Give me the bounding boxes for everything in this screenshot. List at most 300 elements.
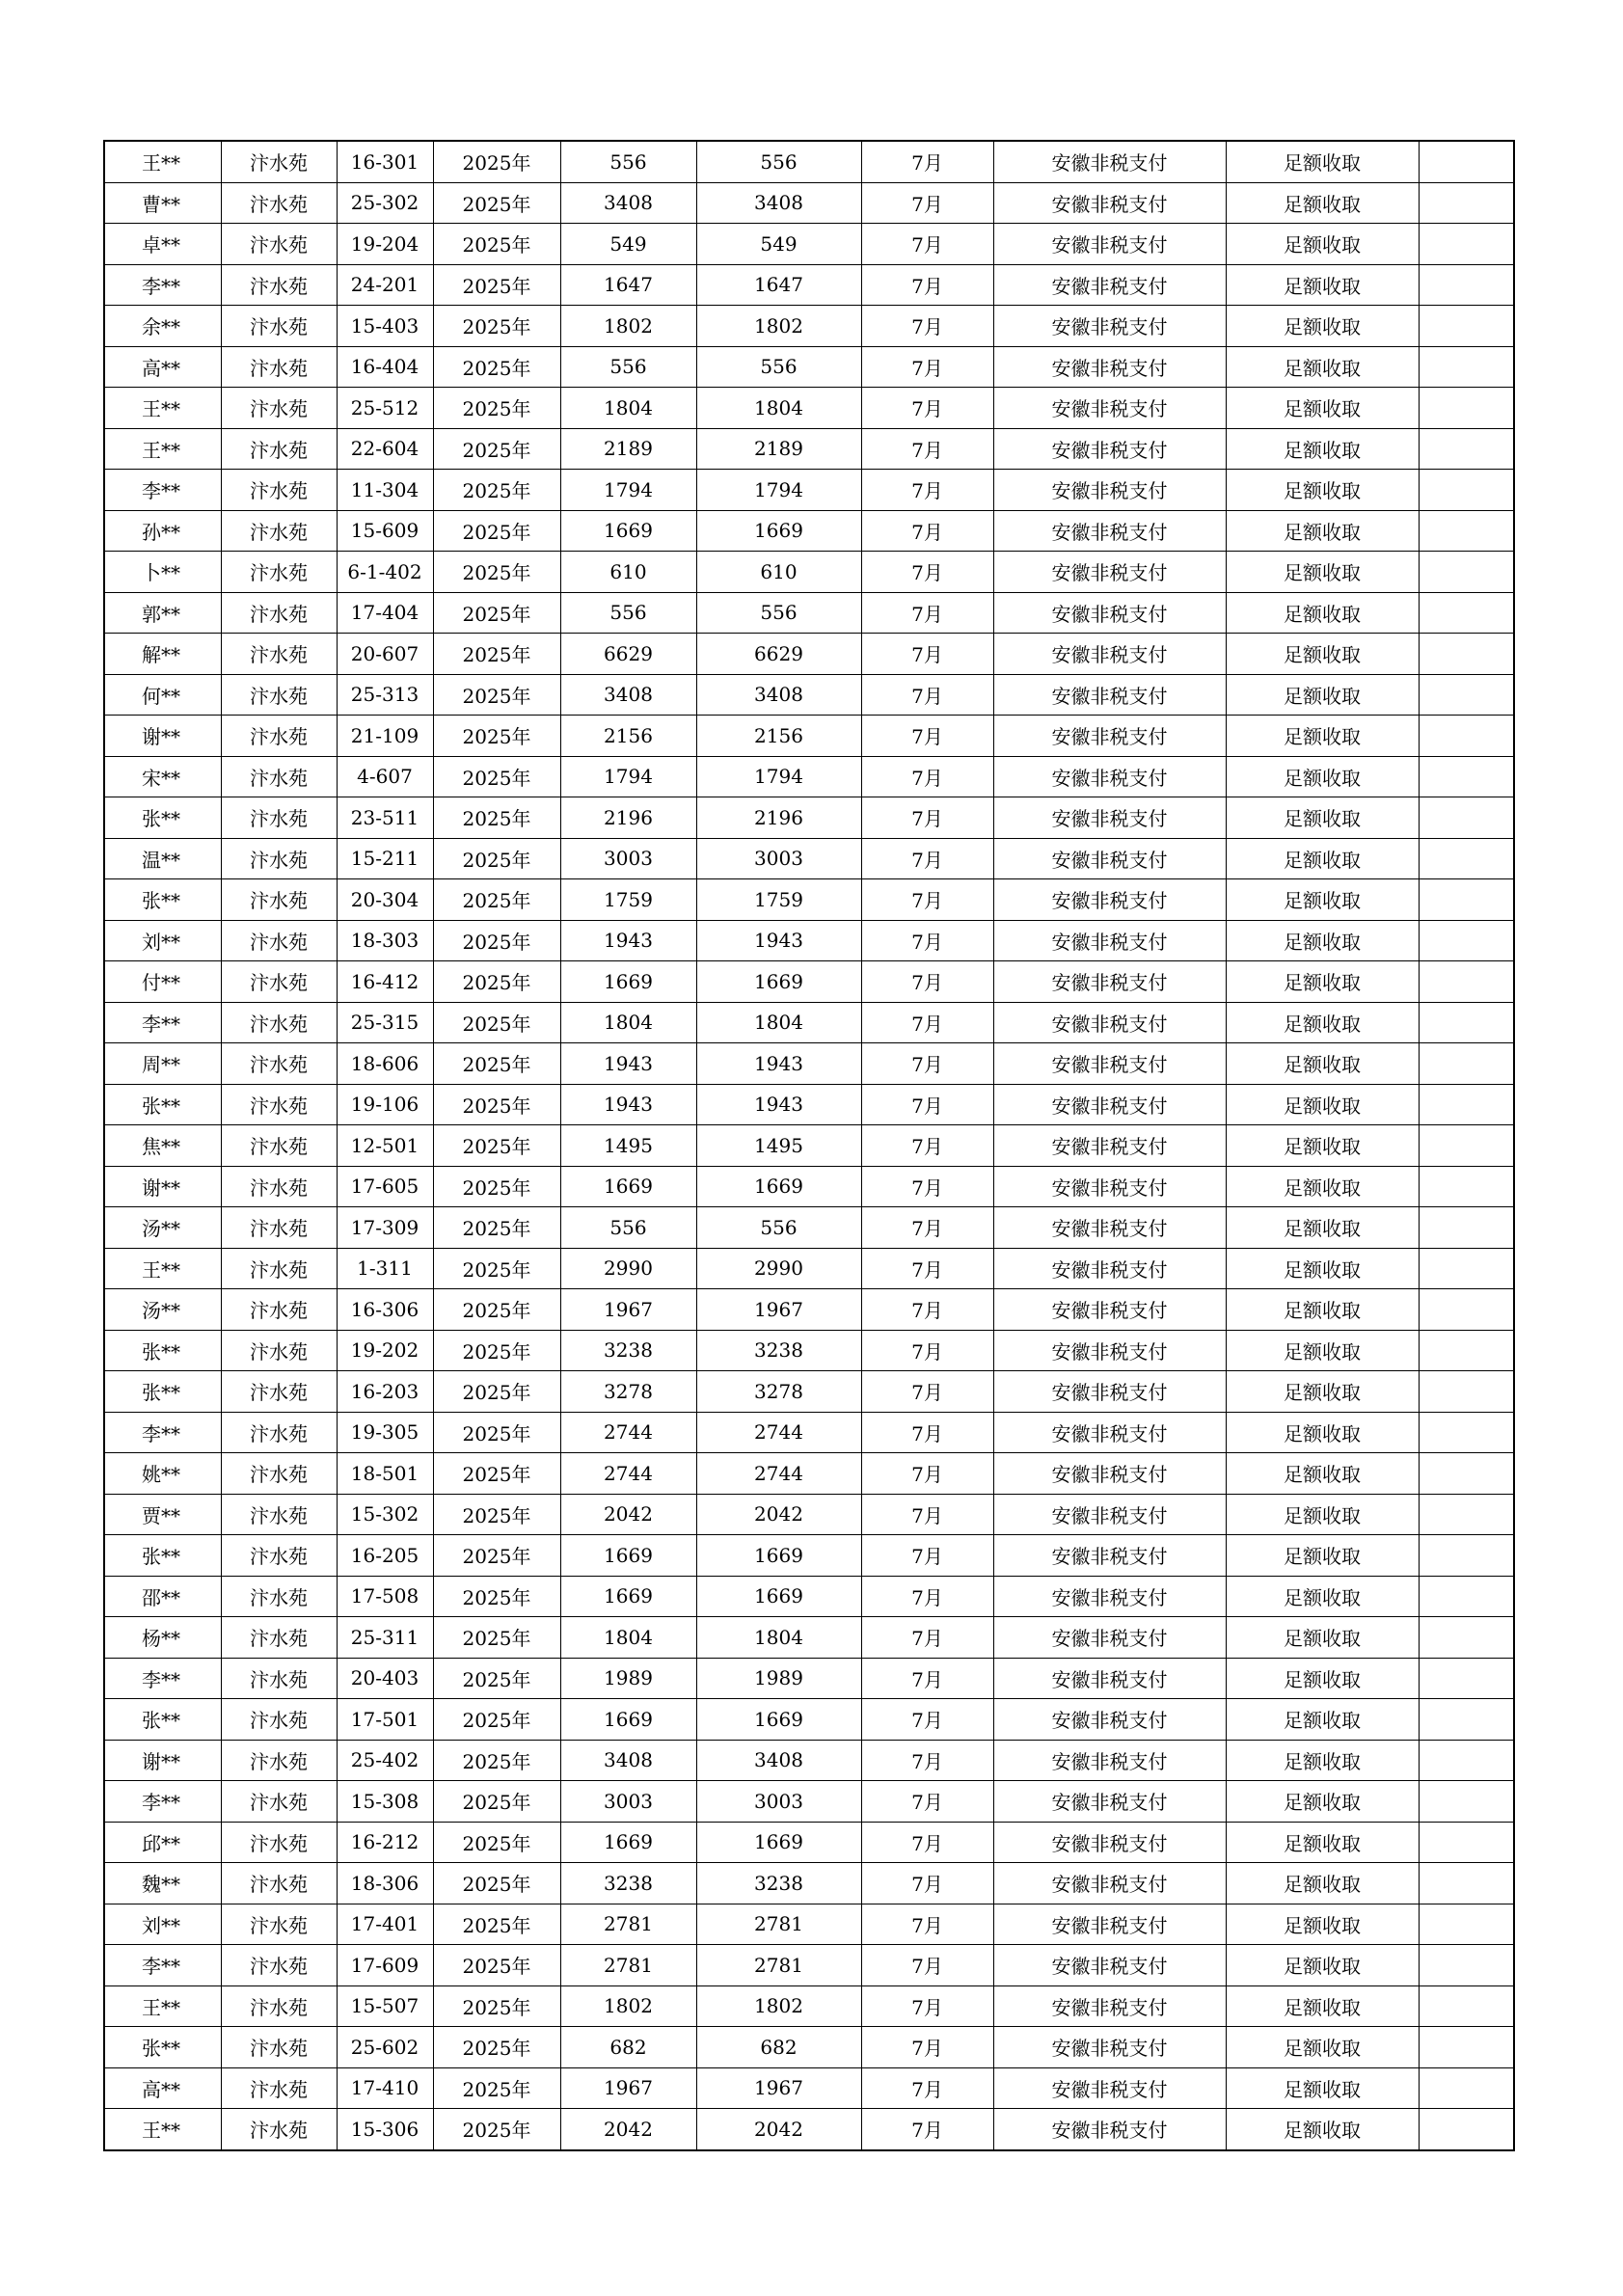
- month-cell: 7月: [861, 2027, 993, 2068]
- year-cell: 2025年: [433, 1002, 560, 1043]
- year-cell: 2025年: [433, 141, 560, 182]
- unit-cell: 19-202: [337, 1330, 433, 1371]
- payment-method-cell: 安徽非税支付: [993, 388, 1226, 429]
- payment-method-cell: 安徽非税支付: [993, 1453, 1226, 1495]
- remark-cell: [1419, 961, 1514, 1003]
- year-cell: 2025年: [433, 1617, 560, 1659]
- name-cell: 张**: [104, 1371, 221, 1413]
- remark-cell: [1419, 346, 1514, 388]
- amount-paid-cell: 1943: [696, 1084, 861, 1125]
- amount-paid-cell: 3408: [696, 674, 861, 716]
- name-cell: 邱**: [104, 1822, 221, 1863]
- remark-cell: [1419, 470, 1514, 511]
- remark-cell: [1419, 1166, 1514, 1207]
- community-cell: 汴水苑: [221, 224, 337, 265]
- year-cell: 2025年: [433, 961, 560, 1003]
- amount-due-cell: 3408: [560, 1740, 696, 1781]
- community-cell: 汴水苑: [221, 264, 337, 306]
- community-cell: 汴水苑: [221, 1371, 337, 1413]
- amount-due-cell: 610: [560, 552, 696, 593]
- year-cell: 2025年: [433, 510, 560, 552]
- year-cell: 2025年: [433, 716, 560, 757]
- name-cell: 张**: [104, 1330, 221, 1371]
- amount-due-cell: 1943: [560, 920, 696, 961]
- month-cell: 7月: [861, 1207, 993, 1249]
- name-cell: 曹**: [104, 182, 221, 224]
- table-row: [104, 961, 1514, 1003]
- amount-due-cell: 682: [560, 2027, 696, 2068]
- table-row: [104, 756, 1514, 797]
- table-row: [104, 674, 1514, 716]
- amount-paid-cell: 1989: [696, 1658, 861, 1699]
- year-cell: 2025年: [433, 224, 560, 265]
- name-cell: 杨**: [104, 1617, 221, 1659]
- remark-cell: [1419, 1453, 1514, 1495]
- amount-paid-cell: 2189: [696, 428, 861, 470]
- status-cell: 足额收取: [1226, 1740, 1419, 1781]
- name-cell: 郭**: [104, 592, 221, 634]
- amount-paid-cell: 1647: [696, 264, 861, 306]
- table-row: [104, 1781, 1514, 1823]
- community-cell: 汴水苑: [221, 1535, 337, 1577]
- year-cell: 2025年: [433, 1576, 560, 1617]
- amount-due-cell: 1759: [560, 879, 696, 921]
- name-cell: 李**: [104, 1781, 221, 1823]
- amount-paid-cell: 3003: [696, 838, 861, 879]
- table-row: [104, 2027, 1514, 2068]
- community-cell: 汴水苑: [221, 346, 337, 388]
- community-cell: 汴水苑: [221, 141, 337, 182]
- unit-cell: 4-607: [337, 756, 433, 797]
- remark-cell: [1419, 510, 1514, 552]
- year-cell: 2025年: [433, 388, 560, 429]
- name-cell: 周**: [104, 1043, 221, 1085]
- unit-cell: 17-404: [337, 592, 433, 634]
- amount-paid-cell: 1669: [696, 1699, 861, 1741]
- year-cell: 2025年: [433, 1330, 560, 1371]
- year-cell: 2025年: [433, 1043, 560, 1085]
- amount-due-cell: 1669: [560, 1576, 696, 1617]
- month-cell: 7月: [861, 634, 993, 675]
- payment-method-cell: 安徽非税支付: [993, 1985, 1226, 2027]
- status-cell: 足额收取: [1226, 1043, 1419, 1085]
- table-row: [104, 1371, 1514, 1413]
- remark-cell: [1419, 2027, 1514, 2068]
- amount-paid-cell: 1669: [696, 1166, 861, 1207]
- table-row: [104, 797, 1514, 839]
- community-cell: 汴水苑: [221, 1699, 337, 1741]
- amount-due-cell: 1669: [560, 1535, 696, 1577]
- unit-cell: 15-211: [337, 838, 433, 879]
- payment-method-cell: 安徽非税支付: [993, 879, 1226, 921]
- unit-cell: 17-508: [337, 1576, 433, 1617]
- remark-cell: [1419, 1781, 1514, 1823]
- status-cell: 足额收取: [1226, 1699, 1419, 1741]
- amount-due-cell: 1647: [560, 264, 696, 306]
- community-cell: 汴水苑: [221, 1494, 337, 1535]
- amount-paid-cell: 556: [696, 141, 861, 182]
- table-row: [104, 470, 1514, 511]
- amount-due-cell: 3003: [560, 838, 696, 879]
- amount-due-cell: 556: [560, 1207, 696, 1249]
- table-row: [104, 1535, 1514, 1577]
- year-cell: 2025年: [433, 428, 560, 470]
- name-cell: 张**: [104, 1535, 221, 1577]
- payment-table: [103, 140, 1515, 2151]
- amount-due-cell: 1802: [560, 306, 696, 347]
- unit-cell: 24-201: [337, 264, 433, 306]
- month-cell: 7月: [861, 1084, 993, 1125]
- remark-cell: [1419, 182, 1514, 224]
- amount-due-cell: 556: [560, 346, 696, 388]
- unit-cell: 6-1-402: [337, 552, 433, 593]
- name-cell: 王**: [104, 2109, 221, 2150]
- amount-paid-cell: 1495: [696, 1125, 861, 1167]
- payment-method-cell: 安徽非税支付: [993, 2109, 1226, 2150]
- name-cell: 谢**: [104, 1740, 221, 1781]
- payment-record-sheet: [103, 140, 1515, 2151]
- year-cell: 2025年: [433, 674, 560, 716]
- status-cell: 足额收取: [1226, 428, 1419, 470]
- amount-due-cell: 3408: [560, 182, 696, 224]
- payment-method-cell: 安徽非税支付: [993, 920, 1226, 961]
- community-cell: 汴水苑: [221, 838, 337, 879]
- payment-method-cell: 安徽非税支付: [993, 1084, 1226, 1125]
- unit-cell: 25-311: [337, 1617, 433, 1659]
- year-cell: 2025年: [433, 1084, 560, 1125]
- remark-cell: [1419, 428, 1514, 470]
- year-cell: 2025年: [433, 1904, 560, 1945]
- amount-due-cell: 3238: [560, 1330, 696, 1371]
- month-cell: 7月: [861, 1658, 993, 1699]
- remark-cell: [1419, 1658, 1514, 1699]
- month-cell: 7月: [861, 1535, 993, 1577]
- name-cell: 张**: [104, 879, 221, 921]
- name-cell: 李**: [104, 1945, 221, 1986]
- year-cell: 2025年: [433, 1494, 560, 1535]
- status-cell: 足额收取: [1226, 1166, 1419, 1207]
- amount-paid-cell: 1802: [696, 1985, 861, 2027]
- community-cell: 汴水苑: [221, 388, 337, 429]
- payment-method-cell: 安徽非税支付: [993, 1207, 1226, 1249]
- payment-method-cell: 安徽非税支付: [993, 797, 1226, 839]
- year-cell: 2025年: [433, 182, 560, 224]
- unit-cell: 17-605: [337, 1166, 433, 1207]
- community-cell: 汴水苑: [221, 1412, 337, 1453]
- year-cell: 2025年: [433, 346, 560, 388]
- month-cell: 7月: [861, 1740, 993, 1781]
- status-cell: 足额收取: [1226, 1330, 1419, 1371]
- month-cell: 7月: [861, 2067, 993, 2109]
- unit-cell: 17-309: [337, 1207, 433, 1249]
- payment-method-cell: 安徽非税支付: [993, 592, 1226, 634]
- unit-cell: 20-304: [337, 879, 433, 921]
- status-cell: 足额收取: [1226, 716, 1419, 757]
- name-cell: 李**: [104, 1658, 221, 1699]
- community-cell: 汴水苑: [221, 1330, 337, 1371]
- name-cell: 张**: [104, 1084, 221, 1125]
- amount-due-cell: 2042: [560, 1494, 696, 1535]
- status-cell: 足额收取: [1226, 1289, 1419, 1331]
- payment-method-cell: 安徽非税支付: [993, 1535, 1226, 1577]
- month-cell: 7月: [861, 306, 993, 347]
- community-cell: 汴水苑: [221, 920, 337, 961]
- amount-paid-cell: 556: [696, 346, 861, 388]
- unit-cell: 17-609: [337, 1945, 433, 1986]
- remark-cell: [1419, 716, 1514, 757]
- status-cell: 足额收取: [1226, 1412, 1419, 1453]
- table-row: [104, 552, 1514, 593]
- payment-method-cell: 安徽非税支付: [993, 1371, 1226, 1413]
- status-cell: 足额收取: [1226, 1084, 1419, 1125]
- month-cell: 7月: [861, 879, 993, 921]
- status-cell: 足额收取: [1226, 756, 1419, 797]
- status-cell: 足额收取: [1226, 1453, 1419, 1495]
- community-cell: 汴水苑: [221, 634, 337, 675]
- month-cell: 7月: [861, 1822, 993, 1863]
- month-cell: 7月: [861, 1166, 993, 1207]
- status-cell: 足额收取: [1226, 1822, 1419, 1863]
- remark-cell: [1419, 1371, 1514, 1413]
- amount-due-cell: 1669: [560, 1822, 696, 1863]
- amount-paid-cell: 2042: [696, 2109, 861, 2150]
- amount-due-cell: 1989: [560, 1658, 696, 1699]
- amount-paid-cell: 2990: [696, 1248, 861, 1289]
- status-cell: 足额收取: [1226, 224, 1419, 265]
- status-cell: 足额收取: [1226, 1945, 1419, 1986]
- amount-paid-cell: 2781: [696, 1945, 861, 1986]
- unit-cell: 15-306: [337, 2109, 433, 2150]
- amount-due-cell: 1804: [560, 1002, 696, 1043]
- name-cell: 卓**: [104, 224, 221, 265]
- year-cell: 2025年: [433, 1207, 560, 1249]
- payment-method-cell: 安徽非税支付: [993, 1494, 1226, 1535]
- table-row: [104, 1248, 1514, 1289]
- remark-cell: [1419, 1412, 1514, 1453]
- month-cell: 7月: [861, 388, 993, 429]
- month-cell: 7月: [861, 1494, 993, 1535]
- community-cell: 汴水苑: [221, 1617, 337, 1659]
- amount-paid-cell: 6629: [696, 634, 861, 675]
- amount-paid-cell: 3408: [696, 1740, 861, 1781]
- unit-cell: 19-204: [337, 224, 433, 265]
- year-cell: 2025年: [433, 1985, 560, 2027]
- month-cell: 7月: [861, 1863, 993, 1904]
- unit-cell: 1-311: [337, 1248, 433, 1289]
- remark-cell: [1419, 634, 1514, 675]
- month-cell: 7月: [861, 182, 993, 224]
- amount-due-cell: 3278: [560, 1371, 696, 1413]
- amount-due-cell: 1495: [560, 1125, 696, 1167]
- name-cell: 魏**: [104, 1863, 221, 1904]
- remark-cell: [1419, 797, 1514, 839]
- year-cell: 2025年: [433, 2027, 560, 2068]
- month-cell: 7月: [861, 838, 993, 879]
- table-row: [104, 1125, 1514, 1167]
- name-cell: 卜**: [104, 552, 221, 593]
- year-cell: 2025年: [433, 756, 560, 797]
- name-cell: 刘**: [104, 920, 221, 961]
- name-cell: 王**: [104, 388, 221, 429]
- amount-due-cell: 2744: [560, 1453, 696, 1495]
- unit-cell: 16-306: [337, 1289, 433, 1331]
- year-cell: 2025年: [433, 1822, 560, 1863]
- payment-method-cell: 安徽非税支付: [993, 1822, 1226, 1863]
- status-cell: 足额收取: [1226, 1781, 1419, 1823]
- community-cell: 汴水苑: [221, 879, 337, 921]
- month-cell: 7月: [861, 920, 993, 961]
- status-cell: 足额收取: [1226, 674, 1419, 716]
- amount-paid-cell: 549: [696, 224, 861, 265]
- year-cell: 2025年: [433, 2067, 560, 2109]
- amount-due-cell: 2781: [560, 1945, 696, 1986]
- year-cell: 2025年: [433, 1453, 560, 1495]
- remark-cell: [1419, 1289, 1514, 1331]
- status-cell: 足额收取: [1226, 838, 1419, 879]
- table-row: [104, 716, 1514, 757]
- name-cell: 高**: [104, 2067, 221, 2109]
- community-cell: 汴水苑: [221, 756, 337, 797]
- remark-cell: [1419, 1822, 1514, 1863]
- unit-cell: 16-404: [337, 346, 433, 388]
- amount-due-cell: 2196: [560, 797, 696, 839]
- unit-cell: 16-212: [337, 1822, 433, 1863]
- unit-cell: 17-501: [337, 1699, 433, 1741]
- status-cell: 足额收取: [1226, 1617, 1419, 1659]
- community-cell: 汴水苑: [221, 1985, 337, 2027]
- remark-cell: [1419, 1699, 1514, 1741]
- name-cell: 张**: [104, 797, 221, 839]
- amount-due-cell: 1794: [560, 470, 696, 511]
- community-cell: 汴水苑: [221, 552, 337, 593]
- month-cell: 7月: [861, 961, 993, 1003]
- community-cell: 汴水苑: [221, 1166, 337, 1207]
- month-cell: 7月: [861, 1985, 993, 2027]
- unit-cell: 15-609: [337, 510, 433, 552]
- year-cell: 2025年: [433, 920, 560, 961]
- status-cell: 足额收取: [1226, 510, 1419, 552]
- payment-method-cell: 安徽非税支付: [993, 306, 1226, 347]
- unit-cell: 12-501: [337, 1125, 433, 1167]
- month-cell: 7月: [861, 797, 993, 839]
- table-row: [104, 879, 1514, 921]
- unit-cell: 25-602: [337, 2027, 433, 2068]
- table-row: [104, 2109, 1514, 2150]
- status-cell: 足额收取: [1226, 1494, 1419, 1535]
- table-row: [104, 1084, 1514, 1125]
- community-cell: 汴水苑: [221, 510, 337, 552]
- amount-due-cell: 2744: [560, 1412, 696, 1453]
- unit-cell: 17-410: [337, 2067, 433, 2109]
- month-cell: 7月: [861, 1371, 993, 1413]
- year-cell: 2025年: [433, 264, 560, 306]
- amount-due-cell: 1669: [560, 510, 696, 552]
- table-row: [104, 264, 1514, 306]
- status-cell: 足额收取: [1226, 264, 1419, 306]
- name-cell: 高**: [104, 346, 221, 388]
- payment-method-cell: 安徽非税支付: [993, 1945, 1226, 1986]
- remark-cell: [1419, 1494, 1514, 1535]
- status-cell: 足额收取: [1226, 961, 1419, 1003]
- payment-method-cell: 安徽非税支付: [993, 1043, 1226, 1085]
- table-row: [104, 510, 1514, 552]
- remark-cell: [1419, 920, 1514, 961]
- unit-cell: 15-308: [337, 1781, 433, 1823]
- name-cell: 汤**: [104, 1207, 221, 1249]
- month-cell: 7月: [861, 1453, 993, 1495]
- unit-cell: 16-412: [337, 961, 433, 1003]
- name-cell: 汤**: [104, 1289, 221, 1331]
- name-cell: 王**: [104, 1985, 221, 2027]
- unit-cell: 16-301: [337, 141, 433, 182]
- remark-cell: [1419, 1207, 1514, 1249]
- remark-cell: [1419, 224, 1514, 265]
- payment-method-cell: 安徽非税支付: [993, 674, 1226, 716]
- name-cell: 邵**: [104, 1576, 221, 1617]
- amount-paid-cell: 2744: [696, 1412, 861, 1453]
- amount-paid-cell: 3278: [696, 1371, 861, 1413]
- table-row: [104, 1740, 1514, 1781]
- amount-paid-cell: 1967: [696, 2067, 861, 2109]
- payment-method-cell: 安徽非税支付: [993, 838, 1226, 879]
- amount-due-cell: 2990: [560, 1248, 696, 1289]
- table-row: [104, 1822, 1514, 1863]
- amount-due-cell: 1794: [560, 756, 696, 797]
- status-cell: 足额收取: [1226, 1863, 1419, 1904]
- unit-cell: 19-305: [337, 1412, 433, 1453]
- amount-due-cell: 1967: [560, 1289, 696, 1331]
- table-row: [104, 1985, 1514, 2027]
- name-cell: 李**: [104, 264, 221, 306]
- payment-method-cell: 安徽非税支付: [993, 510, 1226, 552]
- community-cell: 汴水苑: [221, 1289, 337, 1331]
- year-cell: 2025年: [433, 1125, 560, 1167]
- payment-method-cell: 安徽非税支付: [993, 756, 1226, 797]
- payment-method-cell: 安徽非税支付: [993, 1166, 1226, 1207]
- name-cell: 何**: [104, 674, 221, 716]
- table-row: [104, 1658, 1514, 1699]
- name-cell: 孙**: [104, 510, 221, 552]
- name-cell: 谢**: [104, 716, 221, 757]
- amount-due-cell: 2156: [560, 716, 696, 757]
- amount-due-cell: 3003: [560, 1781, 696, 1823]
- unit-cell: 21-109: [337, 716, 433, 757]
- name-cell: 贾**: [104, 1494, 221, 1535]
- month-cell: 7月: [861, 1781, 993, 1823]
- table-row: [104, 224, 1514, 265]
- payment-method-cell: 安徽非税支付: [993, 1330, 1226, 1371]
- unit-cell: 18-306: [337, 1863, 433, 1904]
- community-cell: 汴水苑: [221, 1002, 337, 1043]
- community-cell: 汴水苑: [221, 592, 337, 634]
- amount-paid-cell: 1669: [696, 1535, 861, 1577]
- amount-paid-cell: 1794: [696, 756, 861, 797]
- amount-paid-cell: 1804: [696, 1617, 861, 1659]
- amount-paid-cell: 1759: [696, 879, 861, 921]
- status-cell: 足额收取: [1226, 1985, 1419, 2027]
- status-cell: 足额收取: [1226, 2067, 1419, 2109]
- status-cell: 足额收取: [1226, 1904, 1419, 1945]
- community-cell: 汴水苑: [221, 306, 337, 347]
- table-row: [104, 1453, 1514, 1495]
- remark-cell: [1419, 879, 1514, 921]
- month-cell: 7月: [861, 1412, 993, 1453]
- status-cell: 足额收取: [1226, 346, 1419, 388]
- community-cell: 汴水苑: [221, 2109, 337, 2150]
- remark-cell: [1419, 592, 1514, 634]
- table-row: [104, 1207, 1514, 1249]
- remark-cell: [1419, 756, 1514, 797]
